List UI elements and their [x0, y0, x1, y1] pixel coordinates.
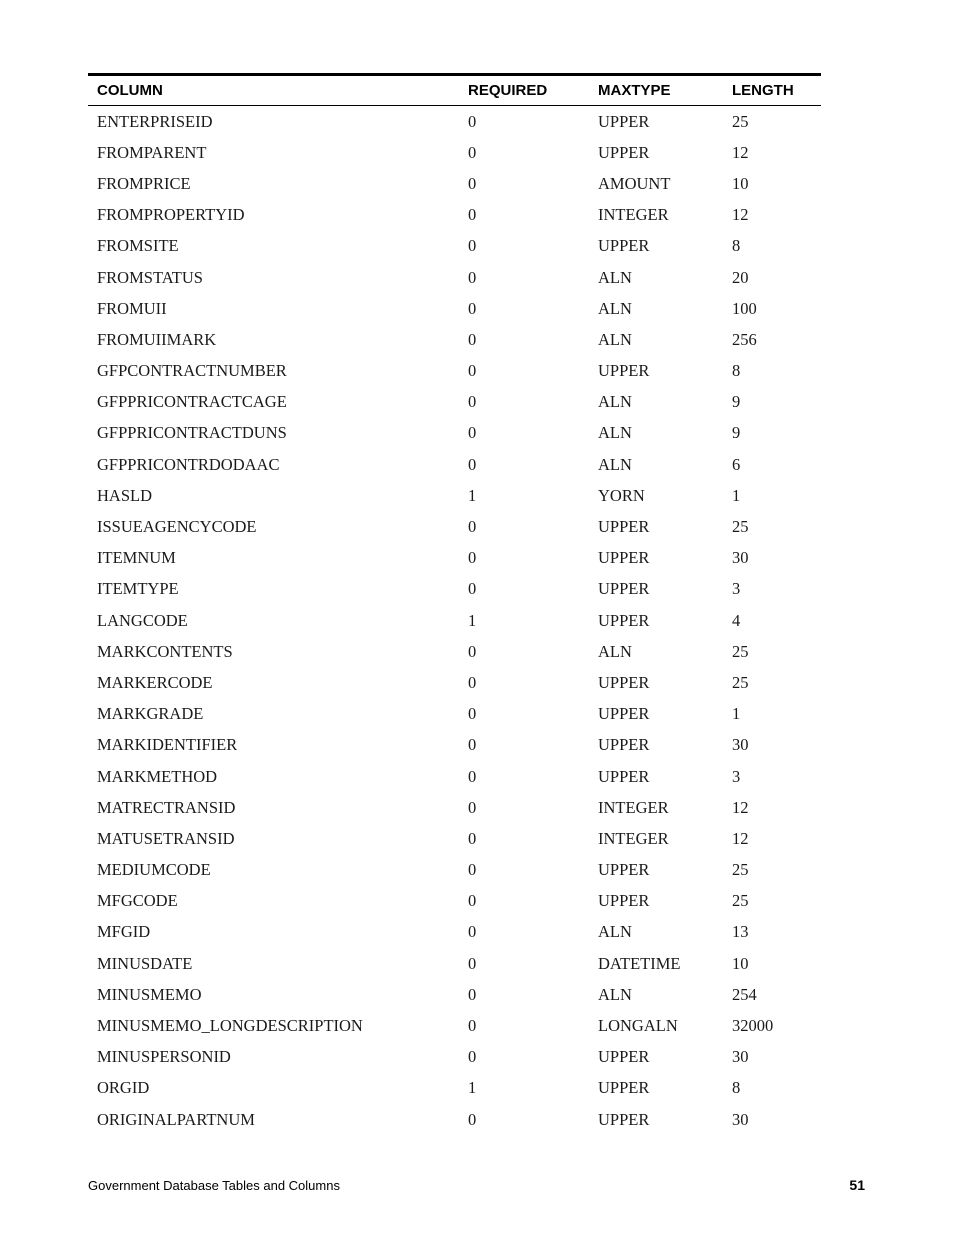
- cell-length: 12: [732, 828, 749, 848]
- page-number: 51: [849, 1177, 865, 1193]
- cell-required: 0: [468, 1109, 477, 1129]
- cell-required: 1: [468, 485, 477, 505]
- cell-maxtype: UPPER: [598, 236, 650, 256]
- cell-maxtype: LONGALN: [598, 1016, 678, 1036]
- cell-column: FROMSTATUS: [97, 267, 203, 287]
- cell-maxtype: ALN: [598, 984, 632, 1004]
- cell-column: ITEMNUM: [97, 548, 176, 568]
- cell-length: 25: [732, 517, 749, 537]
- table-row: [88, 605, 821, 636]
- cell-length: 8: [732, 1078, 741, 1098]
- cell-required: 0: [468, 579, 477, 599]
- cell-maxtype: UPPER: [598, 1078, 650, 1098]
- column-header-required: REQUIRED: [468, 82, 548, 99]
- cell-maxtype: UPPER: [598, 735, 650, 755]
- cell-maxtype: INTEGER: [598, 797, 669, 817]
- cell-maxtype: ALN: [598, 454, 632, 474]
- cell-length: 254: [732, 984, 757, 1004]
- footer-title: Government Database Tables and Columns: [88, 1178, 340, 1193]
- cell-maxtype: UPPER: [598, 111, 650, 131]
- cell-length: 1: [732, 704, 741, 724]
- cell-maxtype: INTEGER: [598, 205, 669, 225]
- cell-required: 0: [468, 173, 477, 193]
- column-header-maxtype: MAXTYPE: [598, 82, 671, 99]
- cell-required: 0: [468, 548, 477, 568]
- table-row: [88, 449, 821, 480]
- cell-maxtype: UPPER: [598, 548, 650, 568]
- cell-maxtype: UPPER: [598, 610, 650, 630]
- cell-maxtype: UPPER: [598, 672, 650, 692]
- cell-length: 25: [732, 111, 749, 131]
- cell-column: ORIGINALPARTNUM: [97, 1109, 255, 1129]
- cell-required: 0: [468, 142, 477, 162]
- cell-column: FROMPROPERTYID: [97, 205, 245, 225]
- cell-required: 1: [468, 610, 477, 630]
- cell-column: ITEMTYPE: [97, 579, 179, 599]
- cell-required: 0: [468, 361, 477, 381]
- cell-length: 3: [732, 766, 741, 786]
- cell-required: 0: [468, 922, 477, 942]
- cell-maxtype: YORN: [598, 485, 645, 505]
- cell-length: 100: [732, 298, 757, 318]
- cell-required: 1: [468, 1078, 477, 1098]
- cell-length: 10: [732, 953, 749, 973]
- cell-required: 0: [468, 1016, 477, 1036]
- cell-required: 0: [468, 704, 477, 724]
- cell-required: 0: [468, 766, 477, 786]
- table-row: [88, 667, 821, 698]
- cell-length: 9: [732, 392, 741, 412]
- cell-column: ORGID: [97, 1078, 150, 1098]
- cell-length: 3: [732, 579, 741, 599]
- cell-required: 0: [468, 735, 477, 755]
- table-row: [88, 730, 821, 761]
- cell-column: FROMUII: [97, 298, 167, 318]
- table-row: [88, 574, 821, 605]
- table-row: [88, 106, 821, 138]
- table-row: [88, 855, 821, 886]
- table-row: [88, 948, 821, 979]
- cell-column: FROMPRICE: [97, 173, 191, 193]
- cell-column: GFPCONTRACTNUMBER: [97, 361, 287, 381]
- table-row: [88, 356, 821, 387]
- table-header: [88, 75, 821, 106]
- table-row: [88, 137, 821, 168]
- cell-required: 0: [468, 329, 477, 349]
- cell-maxtype: ALN: [598, 267, 632, 287]
- table-row: [88, 200, 821, 231]
- table-row: [88, 886, 821, 917]
- cell-length: 12: [732, 142, 749, 162]
- table-row: [88, 636, 821, 667]
- table-row: [88, 1104, 821, 1135]
- cell-maxtype: UPPER: [598, 579, 650, 599]
- table-row: [88, 979, 821, 1010]
- table-row: [88, 1042, 821, 1073]
- cell-required: 0: [468, 828, 477, 848]
- cell-maxtype: DATETIME: [598, 953, 681, 973]
- cell-length: 25: [732, 860, 749, 880]
- cell-required: 0: [468, 860, 477, 880]
- cell-required: 0: [468, 267, 477, 287]
- cell-length: 6: [732, 454, 741, 474]
- cell-maxtype: UPPER: [598, 891, 650, 911]
- cell-maxtype: UPPER: [598, 860, 650, 880]
- table-row: [88, 262, 821, 293]
- table-row: [88, 418, 821, 449]
- cell-length: 30: [732, 1047, 749, 1067]
- cell-column: MARKCONTENTS: [97, 641, 233, 661]
- cell-column: ISSUEAGENCYCODE: [97, 517, 257, 537]
- cell-length: 13: [732, 922, 749, 942]
- cell-length: 30: [732, 548, 749, 568]
- table-body: [88, 106, 821, 1136]
- cell-length: 32000: [732, 1016, 774, 1036]
- table-row: [88, 1010, 821, 1041]
- table-row: [88, 792, 821, 823]
- cell-length: 25: [732, 891, 749, 911]
- cell-column: FROMSITE: [97, 236, 179, 256]
- cell-required: 0: [468, 517, 477, 537]
- cell-required: 0: [468, 454, 477, 474]
- cell-length: 9: [732, 423, 741, 443]
- cell-column: ENTERPRISEID: [97, 111, 213, 131]
- cell-column: GFPPRICONTRACTDUNS: [97, 423, 287, 443]
- cell-required: 0: [468, 205, 477, 225]
- cell-required: 0: [468, 1047, 477, 1067]
- cell-column: HASLD: [97, 485, 153, 505]
- cell-column: FROMUIIMARK: [97, 329, 217, 349]
- table-row: [88, 917, 821, 948]
- cell-maxtype: ALN: [598, 392, 632, 412]
- table-row: [88, 324, 821, 355]
- cell-column: MARKIDENTIFIER: [97, 735, 238, 755]
- cell-maxtype: ALN: [598, 922, 632, 942]
- cell-maxtype: AMOUNT: [598, 173, 671, 193]
- cell-maxtype: ALN: [598, 329, 632, 349]
- cell-length: 12: [732, 797, 749, 817]
- cell-column: MFGID: [97, 922, 151, 942]
- cell-required: 0: [468, 111, 477, 131]
- cell-required: 0: [468, 392, 477, 412]
- table-row: [88, 293, 821, 324]
- cell-required: 0: [468, 891, 477, 911]
- cell-length: 1: [732, 485, 741, 505]
- cell-required: 0: [468, 672, 477, 692]
- cell-length: 20: [732, 267, 749, 287]
- cell-maxtype: UPPER: [598, 361, 650, 381]
- cell-maxtype: INTEGER: [598, 828, 669, 848]
- table-row: [88, 480, 821, 511]
- cell-required: 0: [468, 984, 477, 1004]
- cell-length: 8: [732, 361, 741, 381]
- cell-column: MATRECTRANSID: [97, 797, 236, 817]
- cell-maxtype: ALN: [598, 298, 632, 318]
- cell-column: MINUSMEMO: [97, 984, 202, 1004]
- cell-column: MINUSPERSONID: [97, 1047, 231, 1067]
- column-header-length: LENGTH: [732, 82, 794, 99]
- cell-length: 10: [732, 173, 749, 193]
- table-row: [88, 761, 821, 792]
- cell-column: MATUSETRANSID: [97, 828, 235, 848]
- table-row: [88, 511, 821, 542]
- table-row: [88, 543, 821, 574]
- database-columns-table: [88, 73, 821, 1135]
- cell-column: MINUSMEMO_LONGDESCRIPTION: [97, 1016, 363, 1036]
- cell-length: 30: [732, 1109, 749, 1129]
- cell-length: 30: [732, 735, 749, 755]
- cell-column: MARKERCODE: [97, 672, 213, 692]
- cell-maxtype: UPPER: [598, 704, 650, 724]
- cell-maxtype: UPPER: [598, 766, 650, 786]
- cell-required: 0: [468, 423, 477, 443]
- cell-length: 256: [732, 329, 757, 349]
- cell-column: GFPPRICONTRDODAAC: [97, 454, 280, 474]
- cell-column: MARKMETHOD: [97, 766, 218, 786]
- cell-column: MEDIUMCODE: [97, 860, 211, 880]
- cell-column: LANGCODE: [97, 610, 188, 630]
- cell-column: GFPPRICONTRACTCAGE: [97, 392, 287, 412]
- table-row: [88, 1073, 821, 1104]
- cell-length: 8: [732, 236, 741, 256]
- cell-required: 0: [468, 236, 477, 256]
- table-row: [88, 231, 821, 262]
- cell-maxtype: UPPER: [598, 517, 650, 537]
- table-row: [88, 168, 821, 199]
- cell-length: 25: [732, 641, 749, 661]
- table-header-row: [88, 75, 821, 106]
- cell-length: 12: [732, 205, 749, 225]
- cell-maxtype: UPPER: [598, 142, 650, 162]
- cell-maxtype: ALN: [598, 641, 632, 661]
- table-row: [88, 823, 821, 854]
- cell-column: MINUSDATE: [97, 953, 193, 973]
- cell-length: 4: [732, 610, 741, 630]
- cell-maxtype: ALN: [598, 423, 632, 443]
- cell-maxtype: UPPER: [598, 1047, 650, 1067]
- cell-required: 0: [468, 797, 477, 817]
- table-row: [88, 387, 821, 418]
- cell-column: MARKGRADE: [97, 704, 204, 724]
- cell-length: 25: [732, 672, 749, 692]
- cell-required: 0: [468, 641, 477, 661]
- cell-column: MFGCODE: [97, 891, 178, 911]
- table-row: [88, 699, 821, 730]
- cell-maxtype: UPPER: [598, 1109, 650, 1129]
- column-header-column: COLUMN: [97, 82, 163, 99]
- cell-column: FROMPARENT: [97, 142, 207, 162]
- cell-required: 0: [468, 298, 477, 318]
- cell-required: 0: [468, 953, 477, 973]
